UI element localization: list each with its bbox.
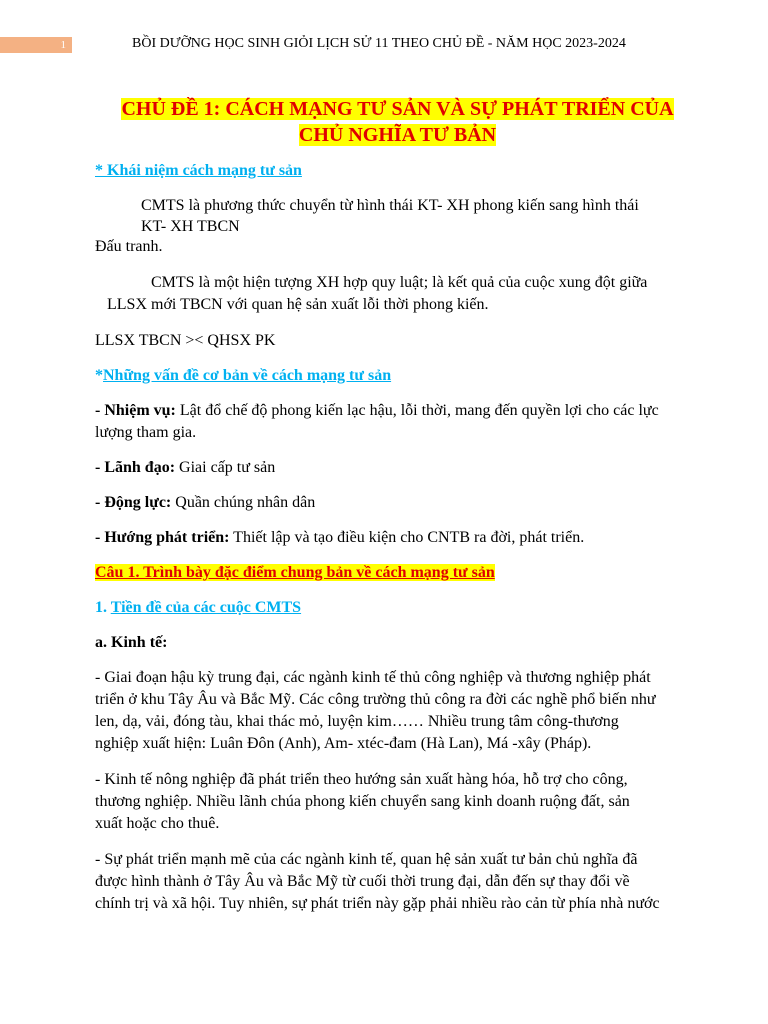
para-line: nghiệp xuất hiện: Luân Đôn (Anh), Am- xtéc-đam (Hà Lan), Má -xây (Pháp). [95, 735, 592, 752]
economy-paragraph-1 [95, 667, 672, 755]
para-line: xuất hoặc cho thuê. [95, 815, 220, 832]
section-heading [95, 597, 301, 619]
contradiction-text: LLSX TBCN >< QHSX PK [95, 332, 276, 349]
contradiction-line [95, 330, 275, 353]
item-text: Thiết lập và tạo điều kiện cho CNTB ra đời, phát triển. [229, 529, 585, 546]
basics-star: * [95, 367, 103, 384]
item-text-cont: lượng tham gia. [95, 424, 197, 441]
section-title: Tiền đề của các cuộc CMTS [110, 599, 302, 616]
item-text: Lật đổ chế độ phong kiến lạc hậu, lỗi thời, mang đến quyền lợi cho các lực [175, 402, 659, 419]
struggle-line [95, 236, 163, 259]
concept-definition-2 [107, 272, 647, 316]
basics-item-leadership [95, 457, 275, 479]
page-number-tab [0, 37, 72, 53]
basics-item-task [95, 400, 675, 444]
sub-heading-economy: a. Kinh tế: [95, 634, 168, 651]
item-label: - Nhiệm vụ: [95, 402, 176, 419]
basics-item-direction [95, 527, 584, 549]
def1-line1: CMTS là phương thức chuyển từ hình thái KT- XH phong kiến sang hình thái [141, 197, 639, 214]
item-label: - Hướng phát triển: [95, 529, 230, 546]
item-label: - Động lực: [95, 494, 172, 511]
para-line: được hình thành ở Tây Âu và Bắc Mỹ từ cuối thời trung đại, dẫn đến sự thay đổi về [95, 873, 630, 890]
question-heading-text: Câu 1. Trình bày đặc điểm chung bản về cách mạng tư sản [95, 564, 495, 581]
economy-paragraph-3 [95, 849, 672, 915]
basics-heading-text: Những vấn đề cơ bản về cách mạng tư sản [103, 367, 392, 384]
concept-heading: * Khái niệm cách mạng tư sản [95, 162, 302, 179]
concept-definition-1 [141, 195, 639, 237]
def1-line2: KT- XH TBCN [141, 218, 240, 235]
def2-line2: LLSX mới TBCN với quan hệ sản xuất lỗi thời phong kiến. [107, 296, 489, 313]
para-line: triển ở khu Tây Âu và Bắc Mỹ. Các công trường thủ công ra đời các nghề phổ biến như [95, 691, 656, 708]
struggle-text: Đấu tranh. [95, 238, 163, 255]
para-line: thương nghiệp. Nhiều lãnh chúa phong kiến chuyển sang kinh doanh ruộng đất, sản [95, 793, 630, 810]
question-heading [95, 562, 495, 584]
economy-paragraph-2 [95, 769, 672, 835]
para-line: len, dạ, vải, đóng tàu, khai thác mỏ, luyện kim…… Nhiều trung tâm công-thương [95, 713, 619, 730]
running-header: BỒI DƯỠNG HỌC SINH GIỎI LỊCH SỬ 11 THEO CHỦ ĐỀ - NĂM HỌC 2023-2024 [132, 36, 626, 51]
title-line-1: CHỦ ĐỀ 1: CÁCH MẠNG TƯ SẢN VÀ SỰ PHÁT TRIỂN CỦA [121, 98, 674, 120]
item-text: Quần chúng nhân dân [171, 494, 316, 511]
para-line: - Kinh tế nông nghiệp đã phát triển theo hướng sản xuất hàng hóa, hỗ trợ cho công, [95, 771, 628, 788]
para-line: - Sự phát triển mạnh mẽ của các ngành kinh tế, quan hệ sản xuất tư bản chủ nghĩa đã [95, 851, 638, 868]
def2-line1: CMTS là một hiện tượng XH hợp quy luật; là kết quả của cuộc xung đột giữa [151, 274, 648, 291]
para-line: chính trị và xã hội. Tuy nhiên, sự phát triển này gặp phải nhiều rào cản từ phía nhà nước [95, 895, 660, 912]
title-line-2: CHỦ NGHĨA TƯ BẢN [298, 124, 497, 146]
section-number: 1. [95, 599, 111, 616]
page-title [100, 96, 695, 148]
basics-item-motive [95, 492, 315, 514]
para-line: - Giai đoạn hậu kỳ trung đại, các ngành kinh tế thủ công nghiệp và thương nghiệp phát [95, 669, 651, 686]
item-text: Giai cấp tư sản [175, 459, 276, 476]
item-label: - Lãnh đạo: [95, 459, 176, 476]
basics-heading [95, 365, 391, 387]
page-number: 1 [60, 39, 66, 51]
